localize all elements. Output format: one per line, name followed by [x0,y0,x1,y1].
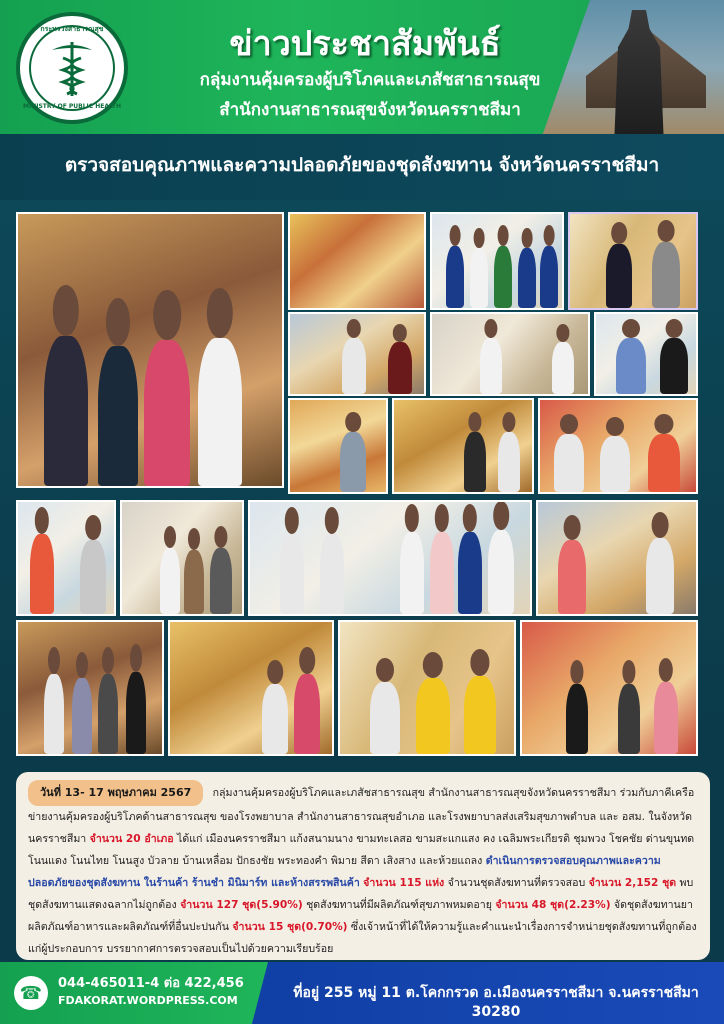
body-text-6: จัดชุดสังฆทานยา ผลิตภัณฑ์อาหารและผลิตภัณฑ์ที่อื่นปะปนกัน [28,899,693,933]
photo-inspection-5 [288,398,388,494]
photo-shop-front [288,212,426,310]
person [294,674,320,754]
person [280,534,304,614]
caduceus-icon [29,25,115,111]
photo-inspection-3 [430,312,590,396]
person [606,244,632,308]
body-text-7: ซึ่งเจ้าหน้าที่ได้ให้ความรู้และคำแนะนำเรื่องการจำหน่ายชุดสังฆทานที่ถูกต้องแก่ผู้ประกอบการ บรรยากาศการตรวจสอบเป็นไปด้วยความเรียบร้อย [28,921,697,955]
photo-inspection-6 [392,398,534,494]
person [660,338,688,394]
person [566,684,588,754]
person [464,432,486,492]
person [30,534,54,614]
department-name: กลุ่มงานคุ้มครองผู้บริโภคและเภสัชสาธารณสุข [199,70,541,90]
wrong-label-count: จำนวน 127 ชุด(5.90%) [180,899,303,911]
person [618,684,640,754]
person [160,548,180,614]
person [464,676,496,754]
person [430,532,454,614]
photo-inspection-4 [594,312,698,396]
person [480,338,502,394]
person [126,672,146,754]
person [210,548,232,614]
news-headline: ตรวจสอบคุณภาพและความปลอดภัยของชุดสังฆทาน จังหวัดนครราชสีมา [64,154,660,176]
person [652,242,680,308]
news-body [28,780,698,960]
person [320,534,344,614]
photo-store-2 [120,500,244,616]
person [616,338,646,394]
person [470,248,488,308]
person [184,550,204,614]
phone-number: 044-465011-4 ต่อ 422,456 [58,976,244,991]
photo-merit-sets [168,620,334,756]
person [446,246,464,308]
photo-inspection-7 [538,398,698,494]
person [144,340,190,486]
photo-team-group [430,212,564,310]
person [44,674,64,754]
person [342,338,366,394]
person [72,678,92,754]
photo-shop-counter [536,500,698,616]
logo-bottom-text: MINISTRY OF PUBLIC HEALTH [23,103,121,110]
mixed-count: จำนวน 15 ชุด(0.70%) [232,921,348,933]
shop-count: จำนวน 115 แห่ง [363,877,445,889]
photo-store-1 [16,500,116,616]
person [458,532,482,614]
page-title: ข่าวประชาสัมพันธ์ [229,24,501,64]
website-link[interactable]: FDAKORAT.WORDPRESS.COM [58,994,238,1007]
photo-supermarket-team [248,500,532,616]
person [648,434,680,492]
news-details-box [16,772,710,960]
person [198,338,242,486]
person [340,432,366,492]
office-address: ที่อยู่ 255 หมู่ 11 ต.โคกกรวด อ.เมืองนครราชสีมา จ.นครราชสีมา 30280 [293,985,699,1020]
expired-count: จำนวน 48 ชุด(2.23%) [495,899,611,911]
photo-certificates [338,620,516,756]
ministry-logo [16,12,128,124]
person [518,248,536,308]
body-text-3: จำนวนชุดสังฆทานที่ตรวจสอบ [447,877,586,889]
person [98,346,138,486]
person [554,434,584,492]
person [558,540,586,614]
person [44,336,88,486]
inspection-scope: ดำเนินการตรวจสอบคุณภาพและความปลอดภัยของชุดสังฆทาน ในร้านค้า ร้านชำ มินิมาร์ท และห้างสรรพสินค้า [28,855,661,889]
photo-pottery-shop [16,620,164,756]
person [400,532,424,614]
photo-aisle-inspection [520,620,698,756]
office-name: สำนักงานสาธารณสุขจังหวัดนครราชสีมา [219,100,521,120]
body-text-4: พบชุดสังฆทานแสดงฉลากไม่ถูกต้อง [28,877,694,911]
person [646,538,674,614]
district-count: จำนวน 20 อำเภอ [89,833,174,845]
photo-collage [0,200,724,770]
person [494,246,512,308]
person [498,432,520,492]
person [654,682,678,754]
phone-icon: ☎ [14,976,48,1010]
person [488,530,514,614]
person [552,342,574,394]
person [370,682,400,754]
set-count: จำนวน 2,152 ชุด [588,877,677,889]
photo-inspection-2 [288,312,426,396]
logo-top-text: กระทรวงสาธารณสุข [40,25,104,33]
body-text-5: ชุดสังฆทานที่มีผลิตภัณฑ์สุขภาพหมดอายุ [306,899,492,911]
photo-inspection-1 [568,212,698,310]
person [540,246,558,308]
body-text-1: กลุ่มงานคุ้มครองผู้บริโภคและเภสัชสาธารณสุข สำนักงานสาธารณสุขจังหวัดนครราชสีมา ร่วมกับภาคีเครือข่ายงานคุ้มครองผู้บริโภคด้านสาธารณสุข ของโรงพยาบาล สำนักงานสาธารณสุขอำเภอ และโรงพยาบาลส่งเสริมสุขภาพตำบล และ อสม. ในจังหวัดนครราชสีมา [28,787,695,845]
person [388,342,412,394]
photo-officials-market [16,212,284,488]
person [416,678,450,754]
date-badge: วันที่ 13- 17 พฤษภาคม 2567 [28,780,203,806]
person [600,436,630,492]
body-text-2: ได้แก่ เมืองนครราชสีมา แก้งสนามนาง ขามทะเลสอ ขามสะแกแสง คง เฉลิมพระเกียรติ ชุมพวง โชคชัย ด่านขุนทด โนนแดง โนนไทย โนนสูง บัวลาย บ้านเหลื่อม ปักธงชัย พระทองคำ พิมาย สีดา เสิงสาง และห้วยแถลง [28,833,695,867]
person [98,674,118,754]
person [80,540,106,614]
person [262,684,288,754]
